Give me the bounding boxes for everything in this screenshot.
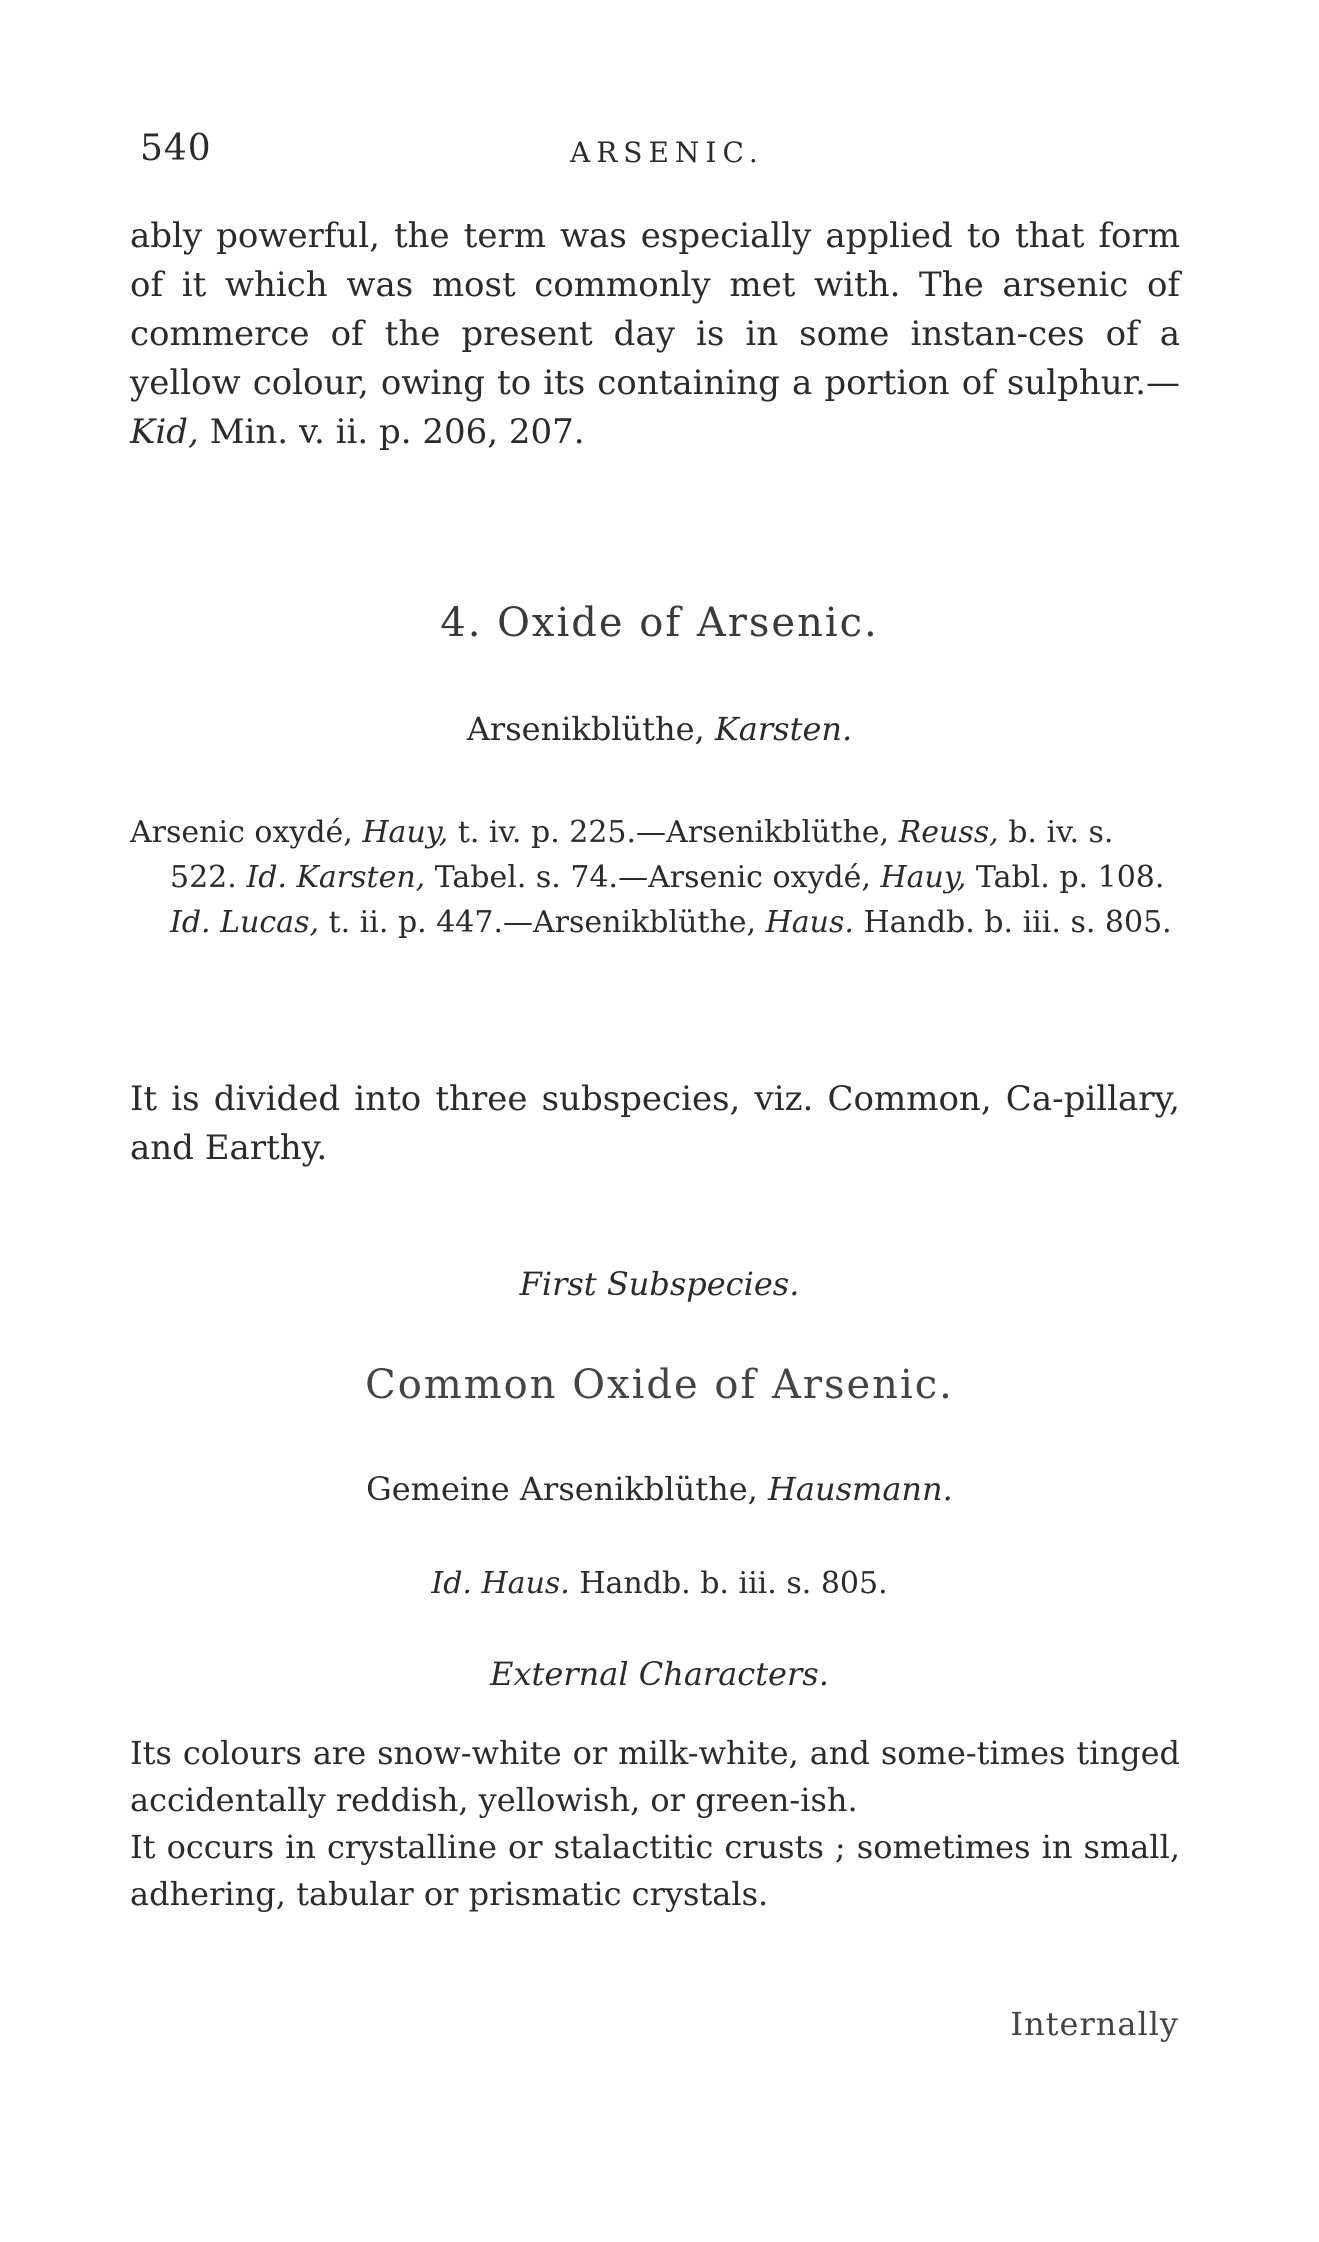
ref-author: Haus. — [765, 905, 854, 940]
page-number: 540 — [140, 128, 212, 169]
colours-paragraph: Its colours are snow-white or milk-white, and some-times tinged accidentally reddish, yellowish, or green-ish. — [130, 1734, 1180, 1819]
subspecies-reference — [0, 1566, 1319, 1601]
subspecies-intro-text: It is divided into three subspecies, viz. Common, Ca-pillary, and Earthy. — [130, 1079, 1180, 1168]
subspecies-german-author: Hausmann. — [767, 1470, 953, 1508]
ref-author: Hauy, — [880, 860, 967, 895]
subspecies-label: First Subspecies. — [519, 1265, 800, 1303]
ref-author: Lucas, — [220, 905, 320, 940]
ref-text: Arsenic oxydé, — [130, 815, 353, 850]
section-title: 4. Oxide of Arsenic. — [440, 600, 879, 646]
ref-text: t. iv. p. 225.—Arsenikblüthe, — [448, 815, 890, 850]
synonymy-references — [130, 810, 1180, 945]
ref-text: t. ii. p. 447.—Arsenikblüthe, — [319, 905, 757, 940]
ref-text: Handb. b. iii. s. 805. — [853, 905, 1172, 940]
subspecies-german-text: Gemeine Arsenikblüthe, — [366, 1470, 758, 1508]
subspecies-intro-paragraph — [130, 1075, 1180, 1173]
ref-author: Reuss, — [898, 815, 999, 850]
german-name-author: Karsten. — [714, 710, 853, 748]
intro-author: Kid, — [130, 412, 199, 452]
german-name-text: Arsenikblüthe, — [466, 710, 705, 748]
occurrence-paragraph: It occurs in crystalline or stalactitic crusts ; sometimes in small, adhering, tabular or prismatic crystals. — [130, 1828, 1180, 1913]
intro-text-b: Min. v. ii. p. 206, 207. — [198, 412, 585, 452]
intro-text-a: ably powerful, the term was especially applied to that form of it which was most commonly met with. The arsenic of commerce of the present day is in some instan-ces of a yellow colour, owing to its containing a portion of sulphur.— — [130, 216, 1180, 403]
ref-text: Tabl. p. 108. — [966, 860, 1165, 895]
subspecies-ref-author: Haus. — [481, 1566, 570, 1601]
catchword: Internally — [1010, 2005, 1179, 2043]
running-title: ARSENIC. — [570, 136, 764, 169]
subspecies-ref-text: Handb. b. iii. s. 805. — [569, 1566, 888, 1601]
external-characters-text — [130, 1730, 1180, 1918]
ref-author: Karsten, — [296, 860, 426, 895]
subspecies-ref-id: Id. — [431, 1566, 472, 1601]
external-characters-label: External Characters. — [490, 1655, 829, 1693]
ref-text: Tabel. s. 74.—Arsenic oxydé, — [425, 860, 871, 895]
ref-author: Hauy, — [362, 815, 449, 850]
german-name — [0, 710, 1319, 748]
ref-id: Id. — [246, 860, 287, 895]
ref-id: Id. — [170, 905, 211, 940]
subspecies-german-name — [0, 1470, 1319, 1508]
page-header — [140, 128, 1180, 178]
subspecies-title: Common Oxide of Arsenic. — [365, 1362, 954, 1408]
intro-paragraph — [130, 212, 1180, 457]
ref-text: b. iv. s. 522. — [170, 815, 1114, 895]
